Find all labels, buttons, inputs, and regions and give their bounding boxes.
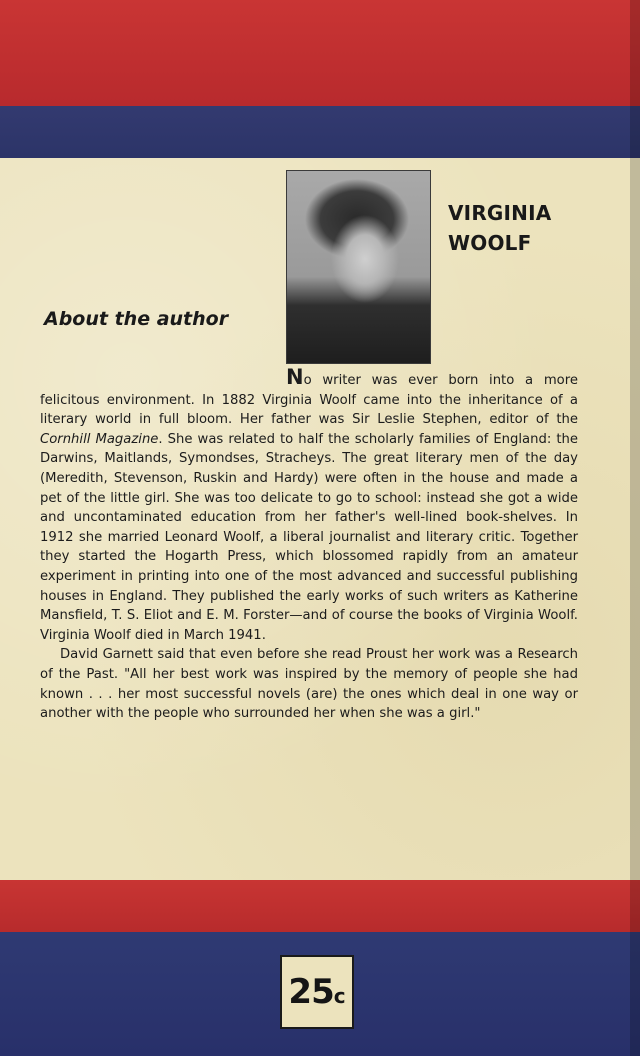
bio-paragraph-1: [40, 365, 578, 645]
author-photo: [286, 170, 431, 364]
section-heading: About the author: [44, 308, 229, 330]
bio-text-part-b: . She was related to half the scholarly families of England: the Darwins, Maitlands, Symondses, Stracheys. The great literary men of the day (Meredith, Stevenson, Ruskin and Hardy) were often in the house and made a pet of the little girl. She was too delicate to go to school: instead she got a wide and uncontaminated education from her father's well-lined book-shelves. In 1912 she married Leonard Woolf, a liberal journalist and literary critic. Together they started the Hogarth Press, which blossomed rapidly from an amateur experiment in printing into one of the most advanced and successful publishing houses in England. They published the early works of such writers as Katherine Mansfield, T. S. Eliot and E. M. Forster—and of course the books of Virginia Woolf. Virginia Woolf died in March 1941.: [40, 431, 578, 643]
bio-paragraph-2: David Garnett said that even before she read Proust her work was a Research of the Past. "All her best work was inspired by the memory of people she had known . . . her most successful novels (are) the ones which deal in one way or another with the people who surrounded her when she was a girl.": [40, 647, 578, 722]
author-name: [448, 198, 598, 258]
bio-text-part-a: o writer was ever born into a more felicitous environment. In 1882 Virginia Woolf came into the inheritance of a literary world in full bloom. Her father was Sir Leslie Stephen, editor of the: [40, 373, 578, 428]
top-red-stripe: [0, 0, 640, 106]
bottom-red-stripe: [0, 880, 640, 932]
price-amount: 25: [288, 972, 334, 1012]
price-unit: c: [333, 984, 346, 1008]
cover-edge-shadow: [630, 0, 640, 1056]
price-badge: [280, 955, 354, 1029]
author-name-line1: VIRGINIA: [448, 201, 552, 225]
top-blue-stripe: [0, 106, 640, 158]
bio-magazine-title: Cornhill Magazine: [40, 431, 159, 447]
bio-dropcap: N: [286, 365, 304, 389]
author-biography: [40, 365, 578, 724]
author-name-line2: WOOLF: [448, 231, 532, 255]
